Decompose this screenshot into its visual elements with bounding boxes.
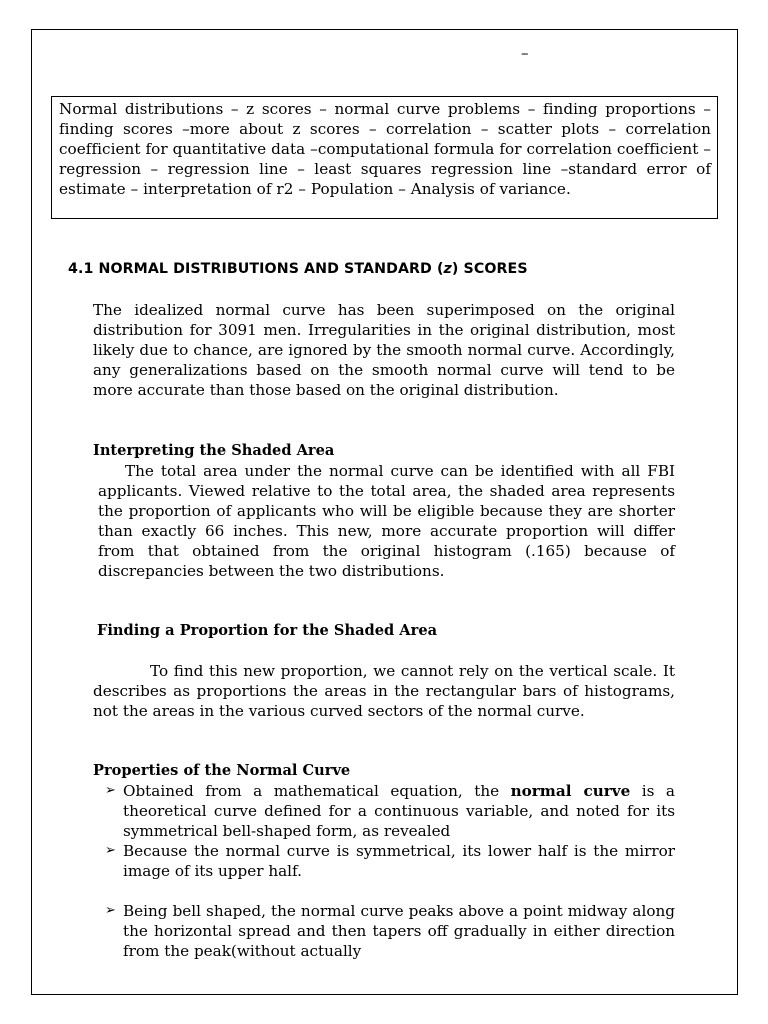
section-title-suffix: ) SCORES — [451, 261, 528, 277]
topics-summary-box — [51, 96, 718, 219]
shaded-area-paragraph: The total area under the normal curve can be identified with all FBI applicants. Viewed relative to the total area, the shaded area represents the proportion of applicants who will be eligible because they are shorter than exactly 66 inches. This new, more accurate proportion will differ from that obtained from the original histogram (.165) because of discrepancies between the two distributions. — [98, 462, 675, 580]
item2-text: Because the normal curve is symmetrical, its lower half is the mirror image of its upper half. — [123, 842, 675, 880]
item1-text-end: is a theoretical curve defined for a continuous variable, and noted for its symmetrical bell-shaped form, as revealed — [123, 782, 675, 840]
header-dash: – — [521, 44, 529, 62]
arrow-bullet-icon: ➢ — [105, 783, 116, 798]
intro-paragraph: The idealized normal curve has been superimposed on the original distribution for 3091 men. Irregularities in the original distribution, most likely due to chance, are ignored by the smooth normal curve. Accordingly, any generalizations based on the smooth normal curve will tend to be more accurate than those based on the original distribution. — [93, 301, 675, 399]
section-title-variable: z — [443, 261, 452, 277]
properties-list — [105, 781, 675, 961]
topics-summary-text: Normal distributions – z scores – normal curve problems – finding proportions – finding scores –more about z scores – correlation – scatter plots – correlation coefficient for quantitative data –computational formula for correlation coefficient – regression – regression line – least squares regression line –standard error of estimate – interpretation of r2 – Population – Analysis of variance. — [59, 100, 711, 198]
section-title — [68, 261, 528, 277]
arrow-bullet-icon: ➢ — [105, 903, 116, 918]
list-item — [105, 841, 675, 881]
list-item — [105, 781, 675, 841]
proportion-paragraph: To find this new proportion, we cannot rely on the vertical scale. It describes as proportions the areas in the rectangular bars of histograms, not the areas in the various curved sectors of the normal curve. — [93, 662, 675, 720]
proportion-heading: Finding a Proportion for the Shaded Area — [97, 622, 438, 639]
list-item — [105, 901, 675, 961]
item1-text-start: Obtained from a mathematical equation, the — [123, 782, 511, 800]
properties-heading: Properties of the Normal Curve — [93, 762, 351, 779]
section-title-prefix: 4.1 NORMAL DISTRIBUTIONS AND STANDARD ( — [68, 261, 444, 277]
arrow-bullet-icon: ➢ — [105, 843, 116, 858]
shaded-area-heading: Interpreting the Shaded Area — [93, 442, 335, 459]
normal-curve-term: normal curve — [510, 782, 631, 800]
item3-text: Being bell shaped, the normal curve peaks above a point midway along the horizontal spread and then tapers off gradually in either direction from the peak(without actually — [123, 902, 675, 960]
